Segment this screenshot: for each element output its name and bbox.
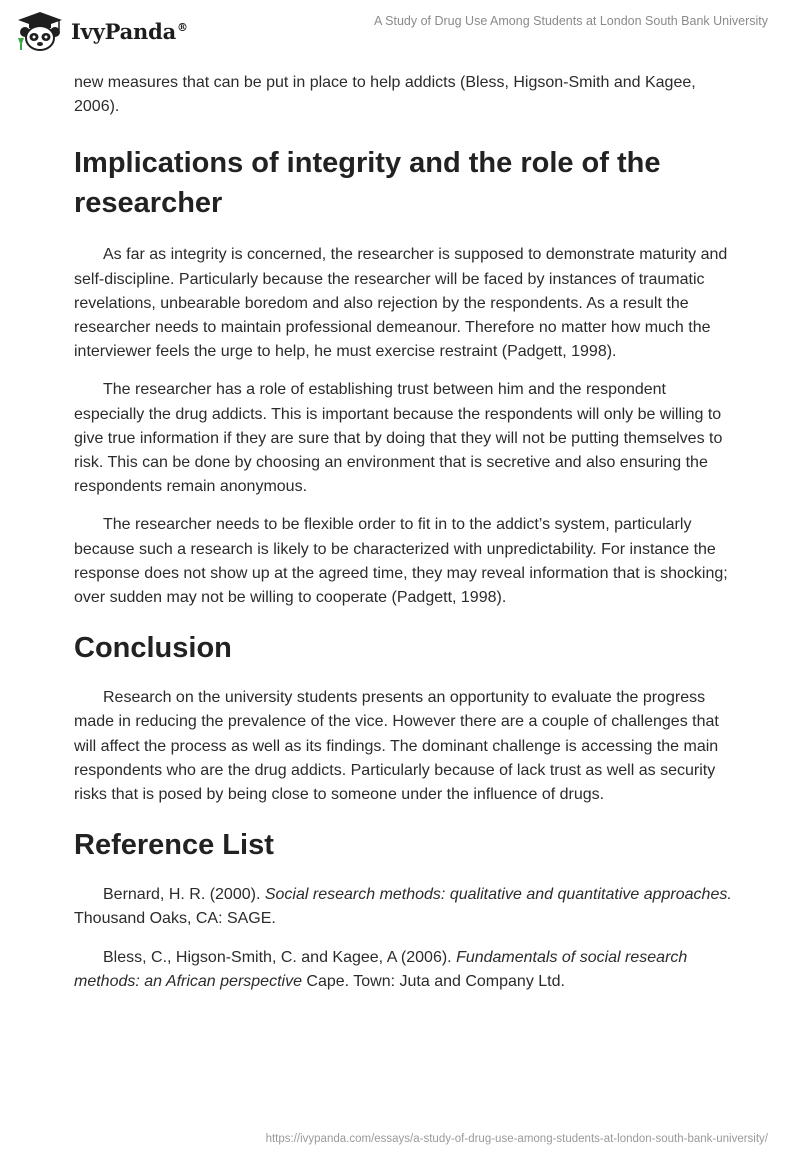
article-body — [74, 71, 734, 1008]
paragraph: The researcher has a role of establishing trust between him and the respondent especially the drug addicts. This is important because the respondents will only be willing to give true information if they are sure that by doing that they will not be putting themselves to risk. This can be done by choosing an environment that is secretive and also ensuring the respondents remain anonymous. — [74, 381, 723, 496]
section-heading-references: Reference List — [74, 829, 274, 862]
section-heading-conclusion: Conclusion — [74, 632, 232, 665]
page-header — [0, 0, 800, 64]
reference-entry: Bless, C., Higson-Smith, C. and Kagee, A (2006). Fundamentals of social research methods: an African perspective Cape. Town: Juta and Company Ltd. — [74, 948, 688, 990]
brand-name: IvyPanda® — [71, 18, 188, 44]
source-url-link[interactable]: https://ivypanda.com/essays/a-study-of-drug-use-among-students-at-london-south-bank-university/ — [265, 1133, 768, 1145]
intro-paragraph: new measures that can be put in place to help addicts (Bless, Higson-Smith and Kagee, 2006). — [74, 74, 696, 116]
brand-logo[interactable] — [15, 10, 188, 52]
reference-entry: Bernard, H. R. (2000). Social research methods: qualitative and quantitative approaches. Thousand Oaks, CA: SAGE. — [74, 886, 732, 928]
section-heading-integrity: Implications of integrity and the role of the researcher — [74, 147, 661, 220]
panda-logo-icon — [15, 10, 65, 52]
paragraph: The researcher needs to be flexible order to fit in to the addict’s system, particularly because such a research is likely to be characterized with unpredictability. For instance the response does not show up at the agreed time, they may reveal information that is shocking; over sudden may not be willing to cooperate (Padgett, 1998). — [74, 516, 728, 607]
paragraph: Research on the university students presents an opportunity to evaluate the progress made in reducing the prevalence of the vice. However there are a couple of challenges that will affect the process as well as its findings. The dominant challenge is accessing the main respondents who are the drug addicts. Particularly because of lack trust as well as security risks that is posed by being close to someone under the influence of drugs. — [74, 689, 719, 804]
paragraph: As far as integrity is concerned, the researcher is supposed to demonstrate maturity and self-discipline. Particularly because the researcher will be faced by instances of traumatic revelations, unbearable boredom and also rejection by the respondents. As a result the researcher needs to maintain professional demeanour. Therefore no matter how much the interviewer feels the urge to help, he must exercise restraint (Padgett, 1998). — [74, 246, 728, 361]
document-title: A Study of Drug Use Among Students at London South Bank University — [374, 14, 768, 28]
